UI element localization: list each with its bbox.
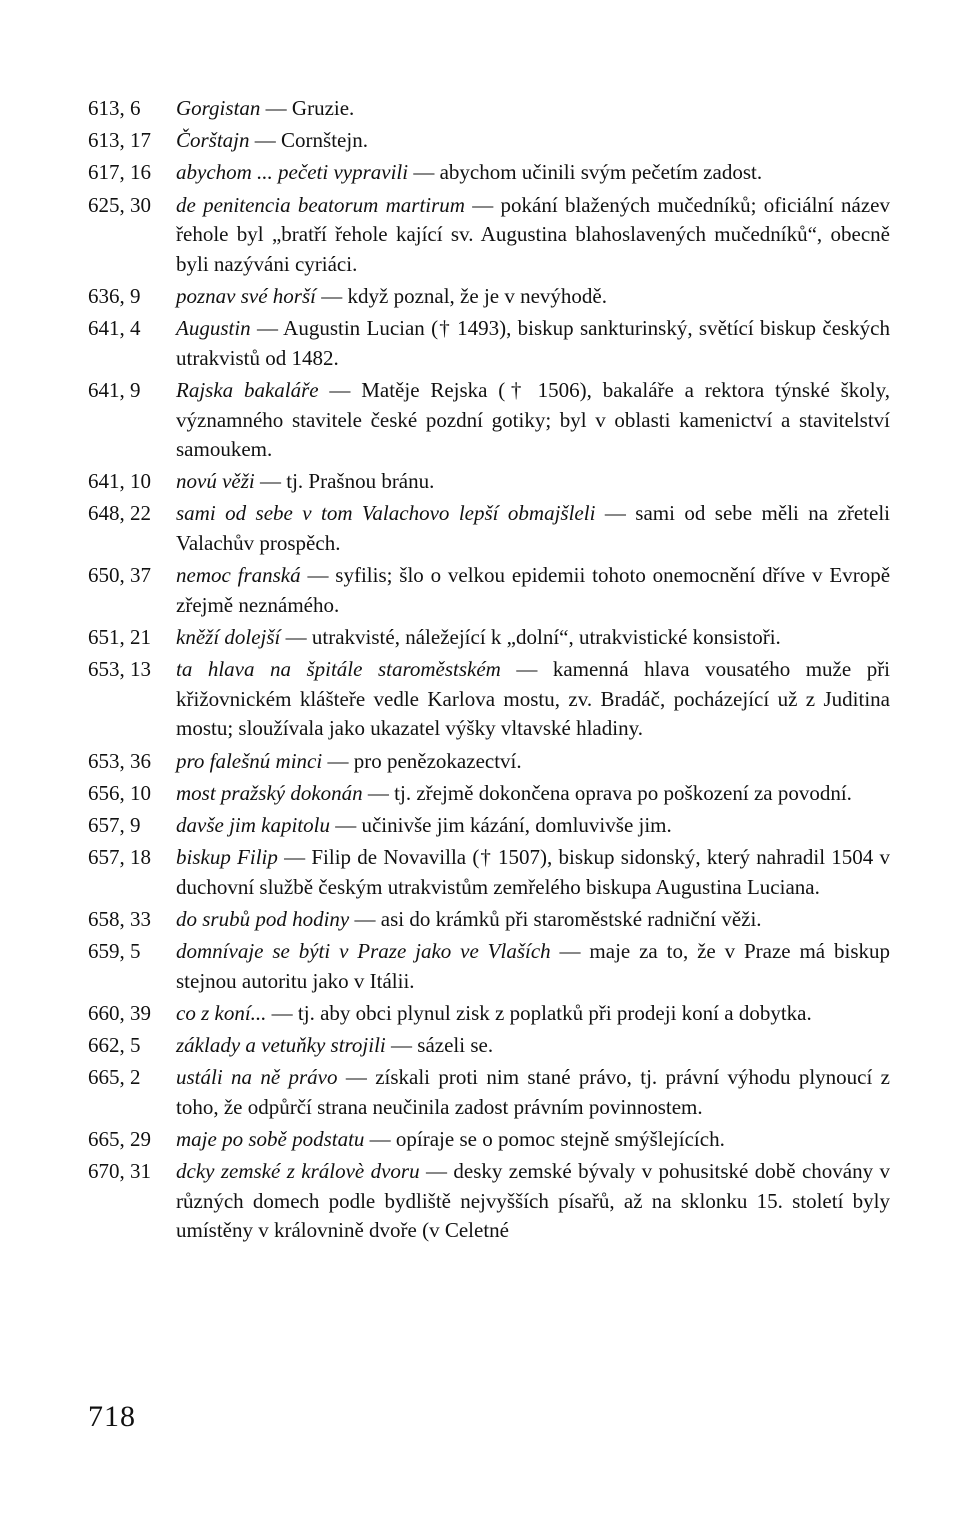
entry-gloss: utrakvisté, náležející k „dolní“, utrakvistické konsistoři. [311,625,781,650]
entry-body [176,376,890,465]
entry-gloss: opíraje se o pomoc stejně smýšlejících. [395,1127,725,1152]
entry-reference: 665, 29 [88,1127,151,1152]
glossary-entry [88,999,890,1029]
entry-gloss: asi do krámků při staroměstské radniční věži. [380,906,762,931]
entry-reference: 653, 36 [88,748,151,773]
glossary-entry [88,937,890,996]
entry-reference: 625, 30 [88,192,151,217]
glossary-entry [88,905,890,935]
glossary-entry [88,191,890,280]
entry-gloss: Matěje Rejska († 1506), bakaláře a rektora týnské školy, významného stavitele české pozdní gotiky; byl v oblasti kamenictví a stavitelství samoukem. [176,377,891,462]
glossary-entry [88,843,890,902]
entry-term: biskup Filip [176,845,278,870]
entry-body [176,999,890,1029]
glossary-entry [88,158,890,188]
entry-reference: 657, 9 [88,812,141,837]
entry-gloss: tj. Prašnou bránu. [286,469,435,494]
entry-term: novú věži [176,469,255,494]
entry-dash: — [516,657,538,682]
entry-reference: 657, 18 [88,845,151,870]
entry-reference: 617, 16 [88,160,151,185]
entry-dash: — [254,128,276,153]
entry-body [176,94,890,124]
entry-dash: — [426,1159,447,1184]
entry-body [176,1063,890,1122]
entry-term: domnívaje se býti v Praze jako ve Vlaších [176,939,551,964]
glossary-entry [88,126,890,156]
entry-dash: — [321,283,343,308]
entry-body [176,1031,890,1061]
entry-gloss: učinivše jim kázání, domluvivše jim. [361,812,672,837]
entry-term: maje po sobě podstatu [176,1127,365,1152]
entry-dash: — [257,316,278,341]
entry-reference: 651, 21 [88,625,151,650]
entry-gloss: Gruzie. [291,96,355,120]
entry-reference: 660, 39 [88,1000,151,1025]
entry-term: de penitencia beatorum martirum [176,192,465,217]
entry-term: Rajska bakaláře [176,377,319,402]
entry-dash: — [559,939,581,964]
entry-body [176,623,890,653]
glossary-list [88,94,890,1249]
entry-body [176,905,890,935]
entry-term: pro falešnú minci [176,748,323,773]
entry-body [176,561,890,620]
entry-body [176,655,890,744]
entry-reference: 636, 9 [88,283,141,308]
entry-gloss: pokání blažených mučedníků; oficiální název řehole byl „bratří řehole kající sv. Augustina blahoslavených mučedníků“, obecně byli nazýváni cyriáci. [176,192,891,276]
entry-gloss: kamenná hlava vousatého muže při křižovnickém klášteře vedle Karlova mostu, zv. Bradáč, pocházející už z Juditina mostu; sloužívala jako ukazatel výšky vltavské hladiny. [176,657,891,741]
entry-gloss: syfilis; šlo o velkou epidemii tohoto onemocnění dříve v Evropě zřejmě neznámého. [176,563,891,617]
entry-gloss: tj. zřejmě dokončena oprava po poškození za povodní. [394,780,852,805]
entry-body [176,467,890,497]
entry-gloss: abychom učinili svým pečetím zadost. [439,160,763,185]
glossary-entry [88,655,890,744]
entry-body [176,937,890,996]
entry-gloss: Filip de Novavilla († 1507), biskup sidonský, který nahradil 1504 v duchovní službě českým utrakvistům zemřelého biskupa Augustina Luciana. [176,845,890,899]
entry-dash: — [472,192,494,217]
entry-term: poznav své horší [176,283,316,308]
entry-reference: 662, 5 [88,1033,141,1058]
entry-dash: — [327,748,349,773]
entry-body [176,1157,890,1246]
entry-body [176,843,890,902]
entry-gloss: získali proti nim stané právo, tj. právní výhodu plynoucí z toho, že odpůrčí strana neučinila zadost právním povinnostem. [176,1065,890,1119]
glossary-entry [88,376,890,465]
glossary-entry [88,467,890,497]
entry-dash: — [335,812,357,837]
entry-term: ustáli na ně právo [176,1065,338,1090]
glossary-entry [88,499,890,558]
entry-gloss: když poznal, že je v nevýhodě. [347,283,607,308]
entry-term: abychom ... pečeti vypravili [176,160,409,185]
entry-term: dcky zemské z královè dvoru [176,1159,420,1184]
entry-reference: 670, 31 [88,1159,151,1184]
entry-reference: 650, 37 [88,563,151,588]
entry-dash: — [604,501,626,526]
entry-body [176,158,890,188]
glossary-entry [88,623,890,653]
entry-reference: 641, 9 [88,377,141,402]
entry-gloss: Cornštejn. [281,128,368,153]
glossary-entry [88,314,890,373]
entry-dash: — [367,780,389,805]
entry-dash: — [413,160,435,185]
entry-body [176,314,890,373]
page-number: 718 [88,1400,136,1433]
entry-body [176,126,890,156]
entry-body [176,779,890,809]
entry-dash: — [284,845,306,870]
entry-gloss: pro penězokazectví. [353,748,522,773]
entry-dash: — [271,1000,293,1025]
entry-gloss: desky zemské bývaly v pohusitské době chovány v různých domech podle bydliště nejvyšších písařů, až na sklonku 15. století byly umístěny v královnině dvoře (v Celetné [176,1159,890,1243]
entry-gloss: sázeli se. [417,1033,494,1058]
entry-body [176,747,890,777]
entry-term: most pražský dokonán [176,780,363,805]
glossary-entry [88,1157,890,1246]
entry-gloss: sami od sebe měli na zřeteli Valachův prospěch. [176,501,891,556]
entry-term: kněží dolejší [176,625,281,650]
entry-term: Augustin [176,316,251,341]
entry-body [176,1125,890,1155]
entry-term: sami od sebe v tom Valachovo lepší obmajšleli [176,501,596,526]
entry-reference: 641, 4 [88,316,141,341]
glossary-entry [88,747,890,777]
entry-dash: — [345,1065,367,1090]
entry-body [176,282,890,312]
entry-term: nemoc franská [176,563,301,588]
entry-reference: 648, 22 [88,501,151,526]
entry-dash: — [329,377,351,402]
entry-reference: 613, 17 [88,128,151,153]
glossary-entry [88,561,890,620]
glossary-entry [88,1063,890,1122]
entry-term: do srubů pod hodiny [176,906,350,931]
entry-term: základy a vetuňky strojili [176,1033,386,1058]
entry-reference: 656, 10 [88,780,151,805]
glossary-entry [88,282,890,312]
entry-body [176,191,890,280]
entry-term: Čorštajn [176,128,250,153]
entry-dash: — [259,469,281,494]
entry-dash: — [285,625,307,650]
entry-term: Gorgistan [176,96,261,120]
entry-reference: 613, 6 [88,96,141,120]
entry-term: ta hlava na špitále staroměstském [176,657,501,682]
glossary-entry [88,1031,890,1061]
glossary-entry [88,779,890,809]
entry-body [176,811,890,841]
entry-term: co z koní... [176,1000,267,1025]
entry-reference: 653, 13 [88,657,151,682]
entry-dash: — [354,906,376,931]
entry-reference: 659, 5 [88,939,141,964]
glossary-entry [88,811,890,841]
entry-gloss: tj. aby obci plynul zisk z poplatků při prodeji koní a dobytka. [297,1000,812,1025]
glossary-entry [88,1125,890,1155]
entry-dash: — [369,1127,391,1152]
entry-reference: 641, 10 [88,469,151,494]
glossary-entry [88,94,890,124]
entry-reference: 665, 2 [88,1065,141,1090]
entry-reference: 658, 33 [88,906,151,931]
entry-dash: — [307,563,329,588]
entry-gloss: Augustin Lucian († 1493), biskup sankturinský, světící biskup českých utrakvistů od 1482. [176,316,891,370]
entry-gloss: maje za to, že v Praze má biskup stejnou autoritu jako v Itálii. [176,939,891,993]
entry-dash: — [391,1033,413,1058]
entry-dash: — [265,96,287,120]
entry-body [176,499,890,558]
entry-term: davše jim kapitolu [176,812,330,837]
